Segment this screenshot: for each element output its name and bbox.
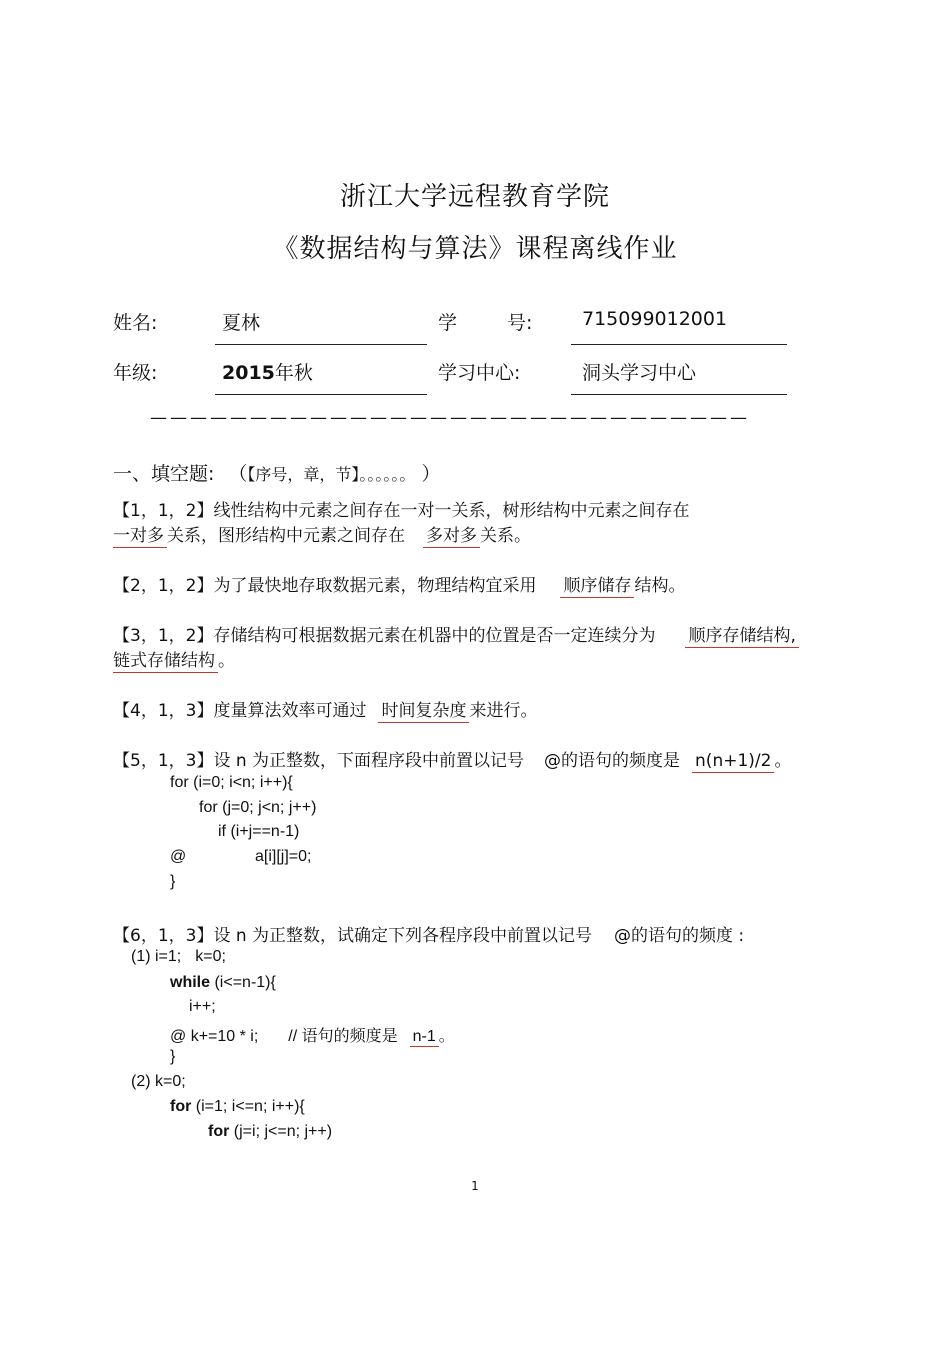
q5-code-at: @	[170, 848, 187, 865]
q6-at-text: @的语句的频度 :	[614, 926, 745, 946]
q3-answer-b: 链式存储结构	[113, 651, 218, 673]
name-underline	[215, 344, 427, 345]
q6-p1-close: }	[170, 1048, 176, 1065]
study-center-underline	[571, 394, 787, 395]
q6-p2-for1: for (i=1; i<=n; i++){	[170, 1098, 305, 1115]
section-heading-text: 一、填空题:	[113, 463, 215, 485]
name-label: 姓名:	[113, 312, 158, 334]
study-center-label: 学习中心:	[438, 362, 521, 384]
section-paren-close: ）	[421, 463, 441, 485]
student-id-label-b: 号:	[507, 312, 533, 334]
q1-answer-b: 多对多	[423, 526, 480, 548]
q5-code-line3: if (i+j==n-1)	[218, 823, 300, 840]
q1-line1: 【1，1，2】线性结构中元素之间存在一对一关系，树形结构中元素之间存在	[113, 501, 690, 521]
separator-line: ——————————————————————————————	[150, 408, 750, 428]
grade-season: 年秋	[274, 362, 313, 384]
section-heading	[113, 459, 440, 486]
page-title: 浙江大学远程教育学院	[339, 182, 610, 212]
course-title: 《数据结构与算法》课程离线作业	[272, 234, 678, 264]
q6-p1-while: while (i<=n-1){	[170, 974, 276, 991]
q1-mid: 关系，图形结构中元素之间存在	[167, 526, 405, 546]
q6-p2-for2: for (j=i; j<=n; j++)	[208, 1123, 333, 1140]
q5-answer: n(n+1)/2	[692, 751, 774, 773]
q6-p1-comment: // 语句的频度是	[288, 1028, 398, 1045]
q1-suffix: 关系。	[480, 526, 531, 546]
q4-prefix: 【4，1，3】度量算法效率可通过	[113, 701, 367, 721]
q5-prefix: 【5，1，3】设 n 为正整数，下面程序段中前置以记号	[113, 751, 525, 771]
student-id-label-a: 学	[438, 312, 458, 334]
q2-prefix: 【2，1，2】为了最快地存取数据元素，物理结构宜采用	[113, 576, 537, 596]
q5-code-line1: for (i=0; i<n; i++){	[170, 774, 293, 791]
q5-code-line2: for (j=0; j<n; j++)	[199, 799, 317, 816]
q1-line2	[113, 521, 531, 546]
q5-code-close: }	[170, 873, 176, 890]
q6-prefix: 【6，1，3】设 n 为正整数，试确定下列各程序段中前置以记号	[113, 926, 593, 946]
q3-prefix: 【3，1，2】存储结构可根据数据元素在机器中的位置是否一定连续分为	[113, 626, 656, 646]
q6-p1-inc: i++;	[189, 998, 216, 1015]
section-paren-open: （	[228, 463, 248, 485]
q4-answer: 时间复杂度	[378, 701, 469, 723]
q3-suffix: 。	[218, 651, 235, 671]
q5-suffix: 。	[774, 751, 792, 771]
study-center-value: 洞头学习中心	[582, 362, 697, 384]
q2-suffix: 结构。	[634, 576, 686, 596]
q3-answer-a: 顺序存储结构,	[685, 626, 798, 648]
q3-line2	[113, 646, 235, 671]
section-legend: 【序号，章，节】。。。。。。	[247, 465, 408, 484]
page-number: 1	[471, 1179, 479, 1193]
q5-at-text: @的语句的频度是	[544, 751, 681, 771]
grade-underline	[215, 394, 427, 395]
q5-code-line4: a[i][j]=0;	[255, 848, 312, 865]
q6-line	[113, 921, 744, 946]
q2-line	[113, 571, 685, 596]
grade-label: 年级:	[113, 362, 158, 384]
q6-p1-at: @ k+=10 * i; // 语句的频度是 n-1 。	[170, 1028, 455, 1045]
student-id-value: 715099012001	[582, 308, 728, 330]
q1-answer-a: 一对多	[113, 526, 167, 548]
q4-line	[113, 696, 537, 721]
q6-p1-label: (1) i=1; k=0;	[131, 948, 226, 965]
q2-answer: 顺序储存	[560, 576, 634, 598]
q6-p2-label: (2) k=0;	[131, 1073, 186, 1090]
name-value: 夏林	[222, 312, 261, 334]
q4-suffix: 来进行。	[469, 701, 538, 721]
q6-p1-answer: n-1	[410, 1028, 439, 1047]
q5-line	[113, 746, 791, 771]
q3-line1	[113, 621, 799, 646]
student-id-underline	[571, 344, 787, 345]
grade-value	[222, 358, 313, 385]
grade-year: 2015	[222, 362, 275, 384]
